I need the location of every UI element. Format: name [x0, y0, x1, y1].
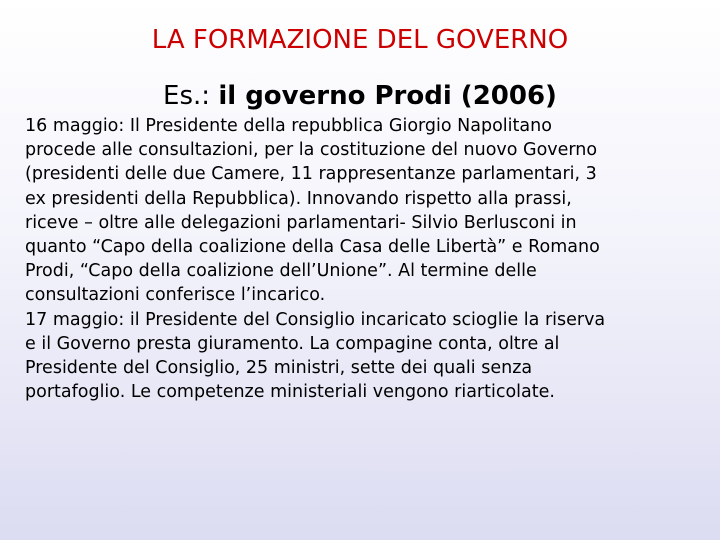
body-line: consultazioni conferisce l’incarico.	[25, 285, 326, 306]
body-line: e il Governo presta giuramento. La compagine conta, oltre al	[25, 333, 560, 354]
body-line: (presidenti delle due Camere, 11 rappresentanze parlamentari, 3	[25, 164, 597, 185]
slide-title: LA FORMAZIONE DEL GOVERNO	[151, 25, 569, 55]
body-line: procede alle consultazioni, per la costituzione del nuovo Governo	[25, 140, 598, 161]
body-line: quanto “Capo della coalizione della Casa delle Libertà” e Romano	[25, 237, 600, 258]
body-text	[25, 114, 695, 404]
body-line: portafoglio. Le competenze ministeriali vengono riarticolate.	[25, 382, 555, 403]
body-line: ex presidenti della Repubblica). Innovando rispetto alla prassi,	[25, 188, 572, 209]
body-line: Presidente del Consiglio, 25 ministri, sette dei quali senza	[25, 358, 533, 379]
body-line: 16 maggio: Il Presidente della repubblica Giorgio Napolitano	[25, 116, 552, 136]
subtitle-emphasis: il governo Prodi (2006)	[218, 81, 557, 111]
slide-subtitle	[0, 79, 720, 113]
body-line: Prodi, “Capo della coalizione dell’Unione”. Al termine delle	[25, 261, 537, 282]
body-line: riceve – oltre alle delegazioni parlamentari- Silvio Berlusconi in	[25, 212, 577, 233]
body-line: 17 maggio: il Presidente del Consiglio incaricato scioglie la riserva	[25, 309, 606, 330]
subtitle-prefix: Es.:	[163, 81, 211, 111]
